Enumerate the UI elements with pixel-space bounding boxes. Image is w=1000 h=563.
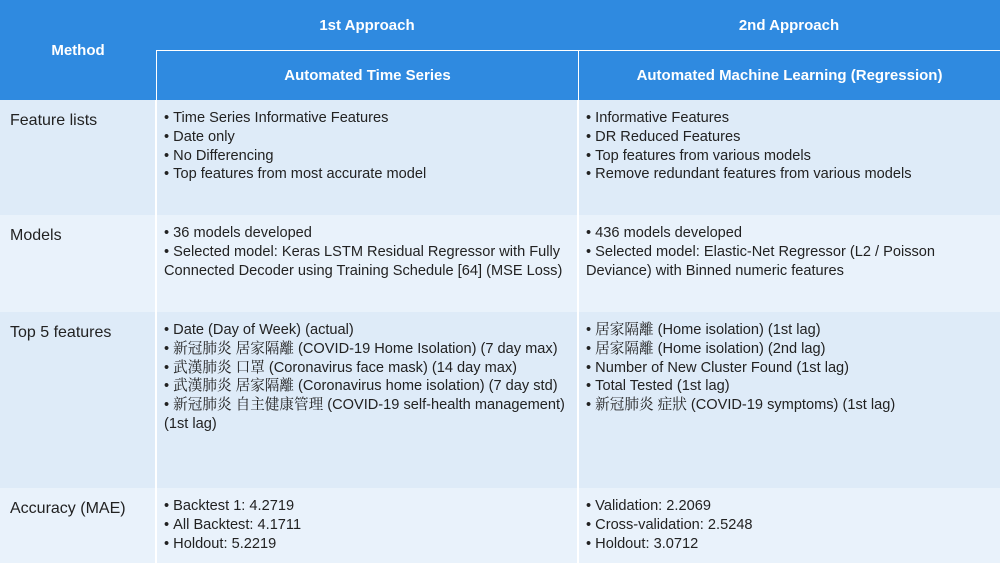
- approach2-subheader: Automated Machine Learning (Regression): [578, 50, 1000, 100]
- list-item: • 武漢肺炎 居家隔離 (Coronavirus home isolation) (7 day std): [164, 377, 570, 396]
- cell-top-features-approach2: [578, 312, 1000, 488]
- cell-accuracy-approach2: [578, 488, 1000, 563]
- list-item: • 436 models developed: [586, 224, 992, 243]
- list-item: • 居家隔離 (Home isolation) (2nd lag): [586, 340, 992, 359]
- approach1-header: 1st Approach: [156, 0, 578, 50]
- approach1-subheader: Automated Time Series: [156, 50, 578, 100]
- list-item: • Validation: 2.2069: [586, 497, 992, 516]
- list-item: • Date only: [164, 128, 570, 147]
- list-item: • No Differencing: [164, 147, 570, 166]
- cell-feature-lists-approach1: [156, 100, 578, 215]
- row-label-top-5-features: Top 5 features: [0, 312, 156, 488]
- list-item: • 居家隔離 (Home isolation) (1st lag): [586, 321, 992, 340]
- list-item: • Holdout: 5.2219: [164, 535, 570, 554]
- list-item: • Number of New Cluster Found (1st lag): [586, 359, 992, 378]
- cell-accuracy-approach1: [156, 488, 578, 563]
- list-item: • Top features from most accurate model: [164, 165, 570, 184]
- list-item: • Holdout: 3.0712: [586, 535, 992, 554]
- row-label-accuracy: Accuracy (MAE): [0, 488, 156, 563]
- list-item: • 新冠肺炎 居家隔離 (COVID-19 Home Isolation) (7 day max): [164, 340, 570, 359]
- list-item: • Date (Day of Week) (actual): [164, 321, 570, 340]
- list-item: • Informative Features: [586, 109, 992, 128]
- list-item: • DR Reduced Features: [586, 128, 992, 147]
- cell-top-features-approach1: [156, 312, 578, 488]
- list-item: • 新冠肺炎 自主健康管理 (COVID-19 self-health management) (1st lag): [164, 396, 570, 434]
- list-item: • Selected model: Elastic-Net Regressor (L2 / Poisson Deviance) with Binned numeric features: [586, 243, 992, 281]
- row-label-models: Models: [0, 215, 156, 312]
- list-item: • Total Tested (1st lag): [586, 377, 992, 396]
- list-item: • Selected model: Keras LSTM Residual Regressor with Fully Connected Decoder using Training Schedule [64] (MSE Loss): [164, 243, 570, 281]
- list-item: • Backtest 1: 4.2719: [164, 497, 570, 516]
- method-header: Method: [0, 0, 156, 100]
- list-item: • Top features from various models: [586, 147, 992, 166]
- cell-models-approach2: [578, 215, 1000, 312]
- list-item: • 武漢肺炎 口罩 (Coronavirus face mask) (14 day max): [164, 359, 570, 378]
- list-item: • 新冠肺炎 症狀 (COVID-19 symptoms) (1st lag): [586, 396, 992, 415]
- list-item: • All Backtest: 4.1711: [164, 516, 570, 535]
- cell-models-approach1: [156, 215, 578, 312]
- column-divider: [155, 100, 157, 563]
- column-divider: [577, 100, 579, 563]
- approach2-header: 2nd Approach: [578, 0, 1000, 50]
- row-label-feature-lists: Feature lists: [0, 100, 156, 215]
- list-item: • Cross-validation: 2.5248: [586, 516, 992, 535]
- list-item: • Time Series Informative Features: [164, 109, 570, 128]
- cell-feature-lists-approach2: [578, 100, 1000, 215]
- list-item: • Remove redundant features from various models: [586, 165, 992, 184]
- list-item: • 36 models developed: [164, 224, 570, 243]
